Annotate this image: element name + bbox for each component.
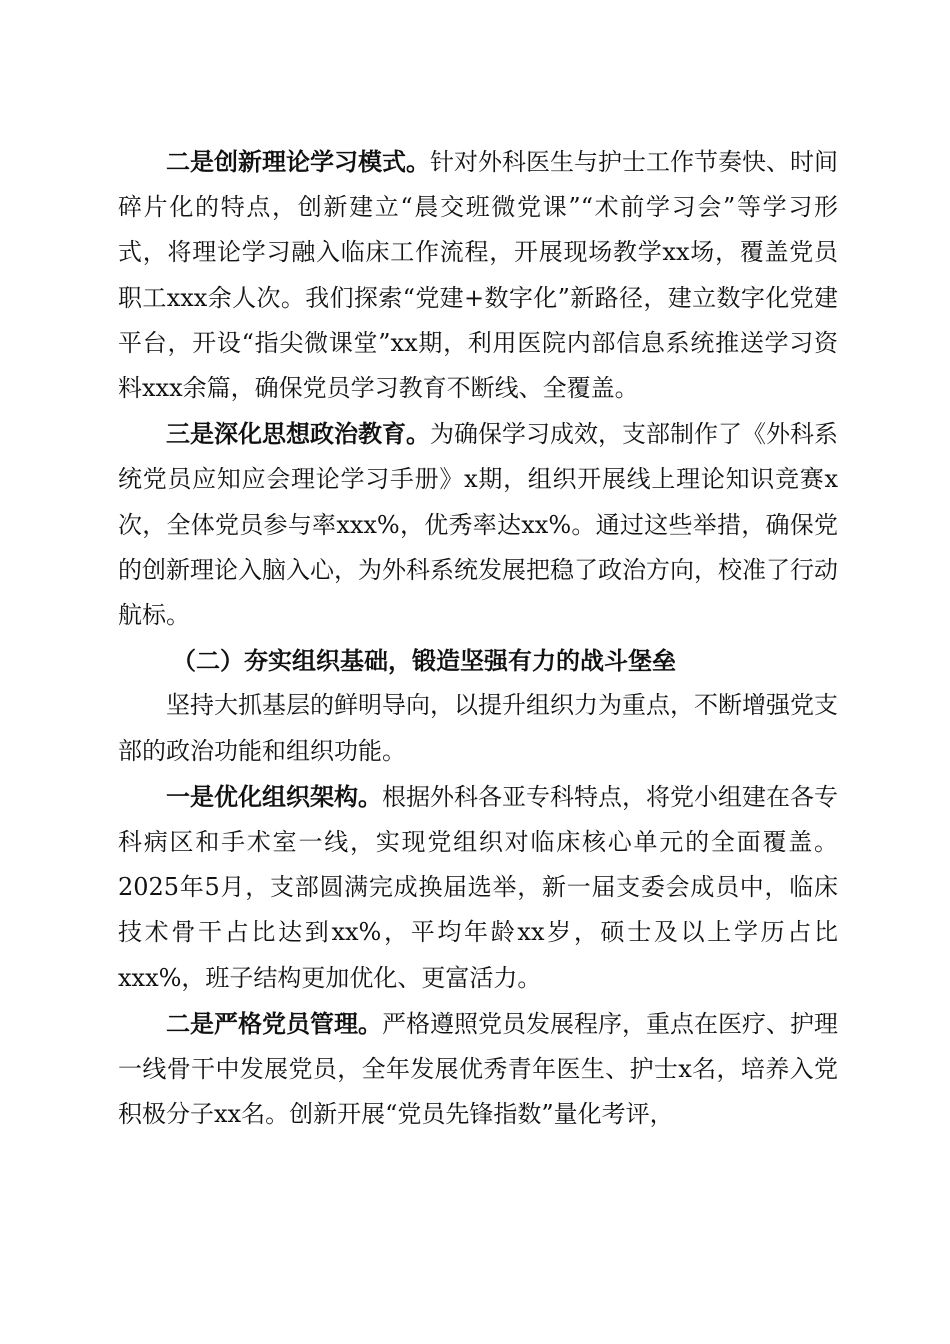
paragraph-text: 严格遵照党员发展程序，重点在医疗、护理一线骨干中发展党员，全年发展优秀青年医生、护士x名，培养入党积极分子xx名。创新开展“党员先锋指数”量化考评， — [118, 1009, 838, 1129]
document-body — [118, 139, 838, 1137]
paragraph-lead: 一是优化组织架构。 — [166, 781, 382, 811]
paragraph-lead: 二是严格党员管理。 — [166, 1008, 382, 1038]
paragraph-lead: 二是创新理论学习模式。 — [166, 147, 430, 176]
paragraph-org-structure — [118, 774, 838, 1001]
paragraph-lead: 三是深化思想政治教育。 — [166, 419, 430, 449]
paragraph-member-management — [118, 1001, 838, 1138]
paragraph-theory-study-mode — [118, 139, 838, 411]
paragraph-text: 为确保学习成效，支部制作了《外科系统党员应知应会理论学习手册》x期，组织开展线上理论知识竞赛x次，全体党员参与率xxx%，优秀率达xx%。通过这些举措，确保党的创新理论入脑入心，为外科系统发展把稳了政治方向，校准了行动航标。 — [118, 420, 838, 630]
paragraph-text: 根据外科各亚专科特点，将党小组建在各专科病区和手术室一线，实现党组织对临床核心单元的全面覆盖。2025年5月，支部圆满完成换届选举，新一届支委会成员中，临床技术骨干占比达到xx%，平均年龄xx岁，硕士及以上学历占比xxx%，班子结构更加优化、更富活力。 — [118, 782, 838, 992]
paragraph-text: 针对外科医生与护士工作节奏快、时间碎片化的特点，创新建立“晨交班微党课”“术前学习会”等学习形式，将理论学习融入临床工作流程，开展现场教学xx场，覆盖党员职工xxx余人次。我们探索“党建+数字化”新路径，建立数字化党建平台，开设“指尖微课堂”xx期，利用医院内部信息系统推送学习资料xxx余篇，确保党员学习教育不断线、全覆盖。 — [118, 148, 838, 403]
paragraph-political-education — [118, 411, 838, 638]
section-heading: （二）夯实组织基础，锻造坚强有力的战斗堡垒 — [172, 646, 676, 676]
paragraph-intro: 坚持大抓基层的鲜明导向，以提升组织力为重点，不断增强党支部的政治功能和组织功能。 — [118, 691, 838, 765]
